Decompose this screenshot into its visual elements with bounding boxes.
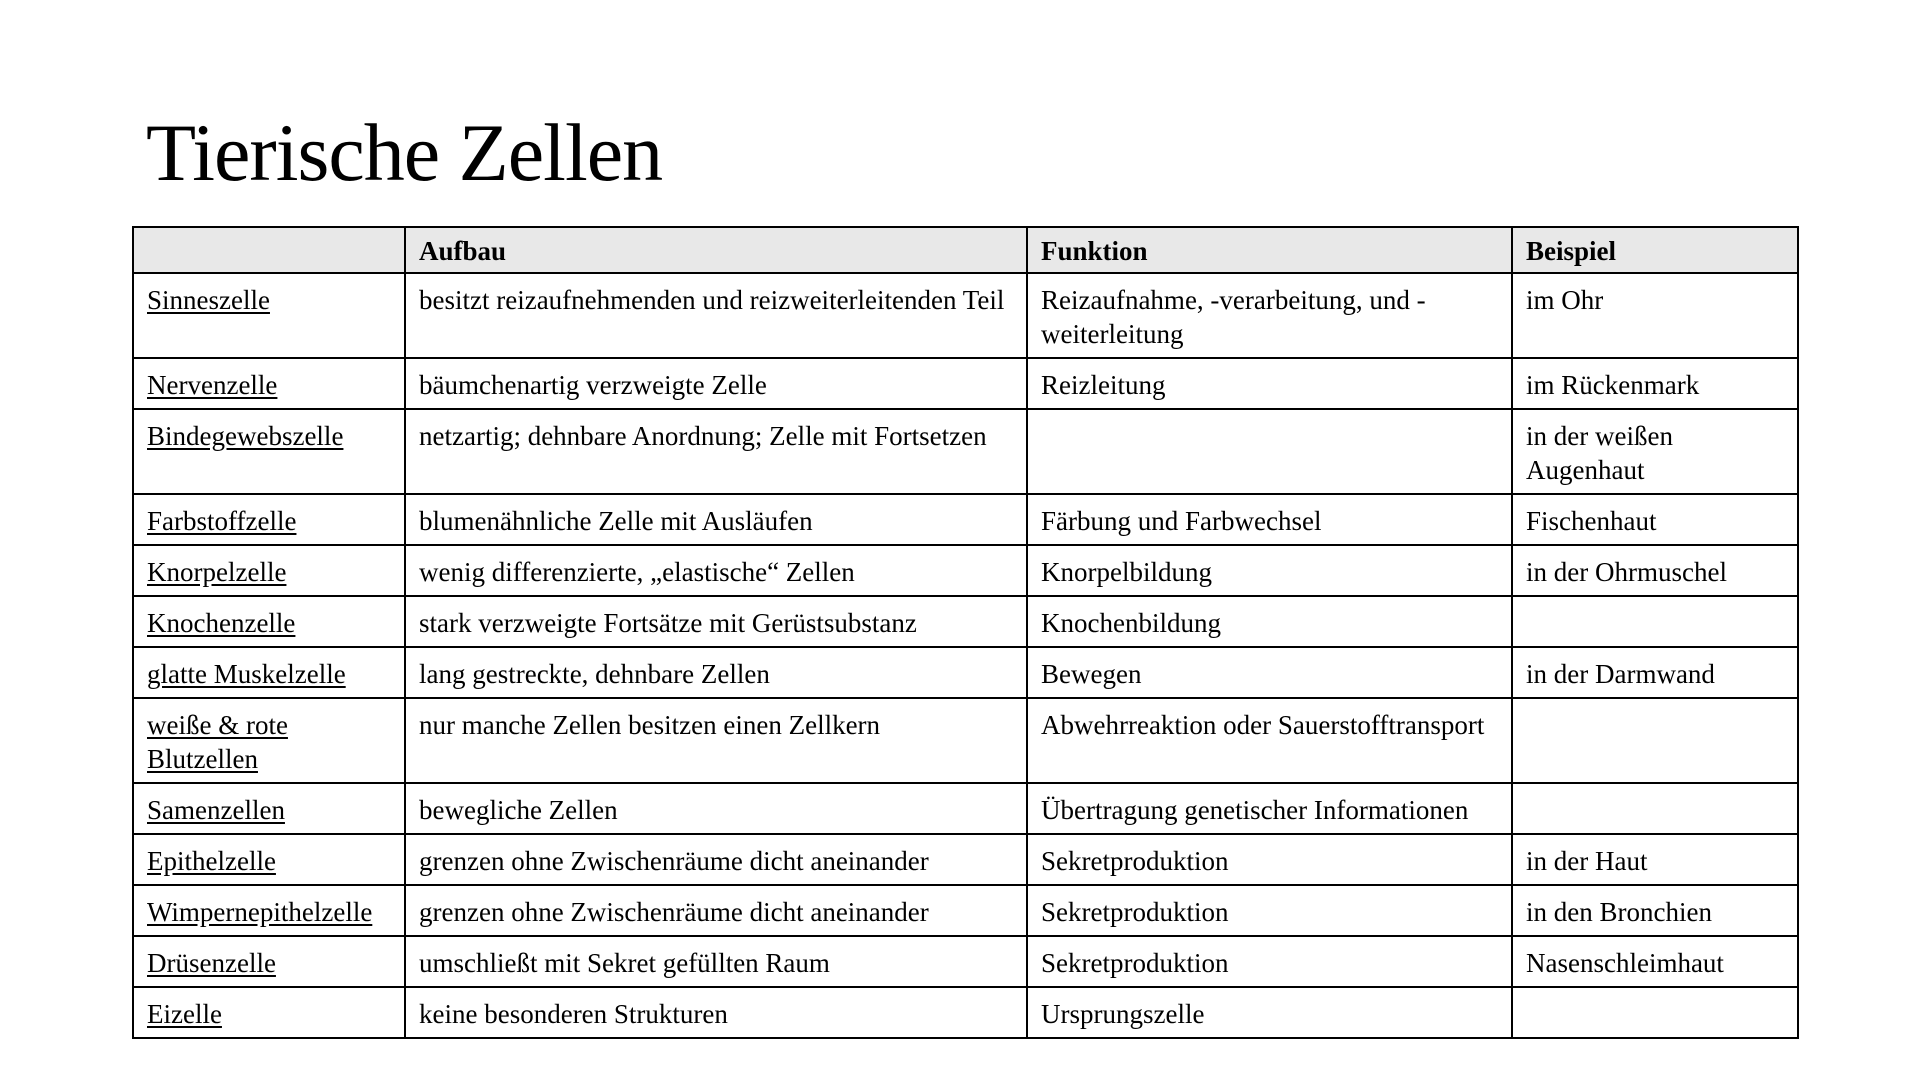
cell-funktion: Reizleitung: [1027, 358, 1512, 409]
cell-funktion: Sekretproduktion: [1027, 936, 1512, 987]
cell-funktion: [1027, 409, 1512, 494]
table-header-row: [133, 227, 1798, 273]
cell-beispiel: in der Ohrmuschel: [1512, 545, 1798, 596]
cell-funktion: Bewegen: [1027, 647, 1512, 698]
table-row: [133, 596, 1798, 647]
table-row: [133, 409, 1798, 494]
cell-aufbau: netzartig; dehnbare Anordnung; Zelle mit Fortsetzen: [405, 409, 1027, 494]
table-row: [133, 273, 1798, 358]
cell-beispiel: [1512, 783, 1798, 834]
table-row: [133, 545, 1798, 596]
cell-name: Eizelle: [133, 987, 405, 1038]
cell-funktion: Ursprungszelle: [1027, 987, 1512, 1038]
cell-name: Samenzellen: [133, 783, 405, 834]
header-aufbau: Aufbau: [405, 227, 1027, 273]
cell-funktion: Abwehrreaktion oder Sauerstofftransport: [1027, 698, 1512, 783]
cell-beispiel: [1512, 596, 1798, 647]
table-row: [133, 885, 1798, 936]
cell-name: Farbstoffzelle: [133, 494, 405, 545]
cell-name: Knochenzelle: [133, 596, 405, 647]
table-row: [133, 936, 1798, 987]
cell-funktion: Übertragung genetischer Informationen: [1027, 783, 1512, 834]
cell-aufbau: stark verzweigte Fortsätze mit Gerüstsubstanz: [405, 596, 1027, 647]
cell-beispiel: in der Haut: [1512, 834, 1798, 885]
table-row: [133, 358, 1798, 409]
cell-beispiel: in der Darmwand: [1512, 647, 1798, 698]
table-row: [133, 647, 1798, 698]
cell-name: Wimpernepithelzelle: [133, 885, 405, 936]
cell-name: Sinneszelle: [133, 273, 405, 358]
cell-beispiel: im Ohr: [1512, 273, 1798, 358]
cell-aufbau: lang gestreckte, dehnbare Zellen: [405, 647, 1027, 698]
cell-funktion: Knorpelbildung: [1027, 545, 1512, 596]
table-row: [133, 494, 1798, 545]
table-row: [133, 698, 1798, 783]
cell-name: Drüsenzelle: [133, 936, 405, 987]
header-beispiel: Beispiel: [1512, 227, 1798, 273]
cell-name: Nervenzelle: [133, 358, 405, 409]
cell-aufbau: bewegliche Zellen: [405, 783, 1027, 834]
cell-name: Knorpelzelle: [133, 545, 405, 596]
cell-types-table: [132, 226, 1799, 1039]
cell-funktion: Reizaufnahme, -verarbeitung, und -weiterleitung: [1027, 273, 1512, 358]
cell-beispiel: [1512, 698, 1798, 783]
cell-funktion: Knochenbildung: [1027, 596, 1512, 647]
cell-name: Epithelzelle: [133, 834, 405, 885]
table-row: [133, 783, 1798, 834]
cell-funktion: Sekretproduktion: [1027, 834, 1512, 885]
cell-aufbau: besitzt reizaufnehmenden und reizweiterleitenden Teil: [405, 273, 1027, 358]
table-row: [133, 834, 1798, 885]
cell-aufbau: bäumchenartig verzweigte Zelle: [405, 358, 1027, 409]
cell-beispiel: Nasenschleimhaut: [1512, 936, 1798, 987]
cell-aufbau: umschließt mit Sekret gefüllten Raum: [405, 936, 1027, 987]
cell-beispiel: in der weißen Augenhaut: [1512, 409, 1798, 494]
cell-beispiel: im Rückenmark: [1512, 358, 1798, 409]
cell-funktion: Färbung und Farbwechsel: [1027, 494, 1512, 545]
header-name: [133, 227, 405, 273]
cell-name: glatte Muskelzelle: [133, 647, 405, 698]
cell-beispiel: [1512, 987, 1798, 1038]
cell-beispiel: Fischenhaut: [1512, 494, 1798, 545]
header-funktion: Funktion: [1027, 227, 1512, 273]
cell-funktion: Sekretproduktion: [1027, 885, 1512, 936]
cell-beispiel: in den Bronchien: [1512, 885, 1798, 936]
cell-name: Bindegewebszelle: [133, 409, 405, 494]
cell-aufbau: blumenähnliche Zelle mit Ausläufen: [405, 494, 1027, 545]
table-row: [133, 987, 1798, 1038]
cell-aufbau: wenig differenzierte, „elastische“ Zellen: [405, 545, 1027, 596]
cell-aufbau: nur manche Zellen besitzen einen Zellkern: [405, 698, 1027, 783]
cell-aufbau: grenzen ohne Zwischenräume dicht aneinander: [405, 834, 1027, 885]
page-title: Tierische Zellen: [146, 107, 663, 198]
cell-name: weiße & rote Blutzellen: [133, 698, 405, 783]
cell-aufbau: keine besonderen Strukturen: [405, 987, 1027, 1038]
cell-aufbau: grenzen ohne Zwischenräume dicht aneinander: [405, 885, 1027, 936]
